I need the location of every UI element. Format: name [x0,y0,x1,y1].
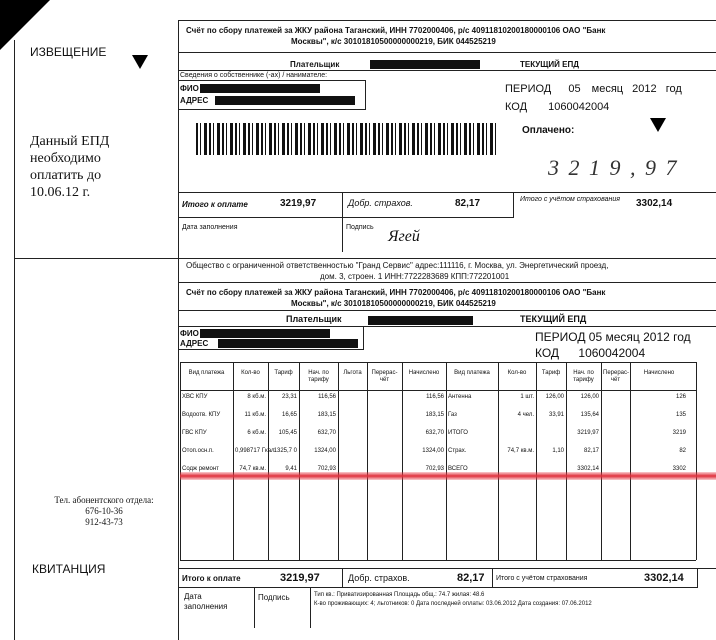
redacted-address [218,339,358,348]
arrow-down-icon [132,55,148,69]
code-value: 1060042004 [548,101,610,113]
table-cell: 126,00 [545,394,564,400]
insurance-label: Добр. страхов. [348,198,413,208]
table-cell: 1325,7 0 [273,448,297,454]
table-cell: 1324,00 [422,448,444,454]
table-cell: Газ [448,412,457,418]
line [342,192,343,218]
fio-label: ФИО [180,84,199,93]
table-header: Тариф [541,370,561,376]
table-column-line [299,362,300,560]
table-cell: Антенна [448,394,472,400]
bottom-account-line-2: Москвы", к/с 30101810500000000219, БИК 044525219 [291,299,496,308]
table-cell: 0,998717 Гкал [235,448,275,454]
table-header: Нач. по тарифу [308,370,329,383]
table-header: Начислено [408,370,440,376]
table-cell: 702,93 [425,466,444,472]
bottom-total-value: 3219,97 [280,572,320,584]
table-line [180,390,696,391]
table-cell: 1324,00 [314,448,336,454]
bottom-fio-label: ФИО [180,329,199,338]
phone-label: Тел. абонентского отдела: [54,495,154,505]
table-cell: 6 кб.м. [247,430,266,436]
barcode [196,123,496,155]
table-cell: 33,91 [548,412,564,418]
table-line [180,362,696,363]
insurance-value: 82,17 [455,198,481,209]
address-label: АДРЕС [180,96,209,105]
pay-line-3: оплатить до [30,168,102,183]
bottom-date-label-2: заполнения [184,602,228,611]
receipt-title: КВИТАНЦИЯ [32,562,106,576]
table-cell: ГВС КПУ [182,430,207,436]
total-label: Итого к оплате [182,200,248,209]
table-cell: 105,45 [278,430,297,436]
table-column-line [536,362,537,560]
table-header: Вид платежа [454,370,490,376]
bottom-note-2: К-во проживающих: 4; льготников: 0 Дата последней оплаты: 03.06.2012 Дата создания: 07.06.2012 [314,601,592,607]
table-header: Нач. по тарифу [573,370,594,383]
line [342,568,343,588]
total-value: 3219,97 [280,198,317,209]
table-cell: Страх. [448,448,467,454]
table-cell: 3302,14 [577,466,599,472]
account-line-1: Счёт по сбору платежей за ЖКУ района Таганский, ИНН 7702000406, р/с 40911810200180000106 ОАО "Банк [186,26,606,35]
bottom-current-epd: ТЕКУЩИЙ ЕПД [520,314,587,324]
table-column-line [566,362,567,560]
table-cell: 632,70 [317,430,336,436]
table-cell: 8 кб.м. [247,394,266,400]
table-cell: 632,70 [425,430,444,436]
date-label: Дата заполнения [182,224,238,231]
table-header: Кол-во [241,370,260,376]
bottom-with-insurance-value: 3302,14 [644,572,684,584]
table-cell: Отоп.осн.п. [182,448,214,454]
with-insurance-label: Итого с учётом страхования [520,196,620,203]
table-cell: ВСЕГО [448,466,468,472]
account-line-2: Москвы", к/с 30101810500000000219, БИК 044525219 [291,37,496,46]
red-highlight-line [180,472,716,480]
line [178,282,716,283]
current-epd: ТЕКУЩИЙ ЕПД [520,60,579,69]
bottom-sign-label: Подпись [258,593,290,602]
bottom-payer-label: Плательщик [286,314,342,324]
table-column-line [696,362,697,560]
signature: Ягей [388,228,420,245]
table-cell: 11 кб.м. [244,412,266,418]
bottom-insurance-value: 82,17 [457,572,485,584]
bottom-with-insurance-label: Итого с учётом страхования [496,575,588,582]
table-cell: Водоотв. КПУ [182,412,221,418]
table-cell: 3302 [672,466,686,472]
paid-label: Оплачено: [522,125,575,136]
pay-line-4: 10.06.12 г. [30,185,91,200]
with-insurance-value: 3302,14 [636,198,673,209]
table-cell: 183,15 [425,412,444,418]
table-header: Вид платежа [188,370,225,376]
table-column-line [338,362,339,560]
table-cell: 9,41 [285,466,297,472]
table-cell: 3219,97 [577,430,599,436]
line [254,588,255,628]
bottom-period: ПЕРИОД 05 месяц 2012 год [535,330,691,344]
table-cell: 74,7 кв.м. [239,466,266,472]
top-line [178,20,716,21]
corner-mark [0,0,50,50]
redacted-fio [200,84,320,93]
left-border [14,40,15,640]
table-cell: 1,10 [552,448,564,454]
pay-line-2: необходимо [30,151,101,166]
table-header: Начислено [643,370,675,376]
table-header: Льгота [343,370,362,376]
redacted-name [370,60,480,69]
table-header: Тариф [274,370,293,376]
year-value: 2012 [632,83,657,95]
table-cell: 135,64 [580,412,599,418]
payer-label: Плательщик [290,60,340,69]
table-header: Перерас-чёт [603,370,629,383]
pay-line-1: Данный ЕПД [30,134,110,149]
redacted-name [368,316,473,325]
notice-title: ИЗВЕЩЕНИЕ [30,45,107,59]
table-cell: 3219 [672,430,686,436]
bottom-note-1: Тип кв.: Приватизированная Площадь общ.: 74.7 жилая: 48.6 [314,592,485,598]
table-cell: 82 [679,448,686,454]
table-cell: 23,31 [281,394,297,400]
divider-horizontal [14,258,716,259]
table-line [180,560,696,561]
table-column-line [498,362,499,560]
bottom-insurance-label: Добр. страхов. [348,573,410,583]
table-cell: 1 шт. [520,394,534,400]
period-label: ПЕРИОД [505,83,552,95]
bottom-total-label: Итого к оплате [182,574,241,583]
bottom-date-label-1: Дата [184,592,202,601]
table-column-line [180,362,181,560]
table-cell: 183,15 [317,412,336,418]
table-cell: ХВС КПУ [182,394,208,400]
line [178,70,716,71]
table-column-line [630,362,631,560]
arrow-down-icon [650,118,666,132]
line [178,310,716,311]
redacted-fio [200,329,330,338]
table-cell: 116,56 [426,394,444,400]
period-month: 05 [568,83,581,95]
company-line-2: дом. 3, строен. 1 ИНН:7722283689 КПП:772201001 [320,272,510,281]
table-header: Кол-во [507,370,527,376]
table-cell: 16,65 [281,412,297,418]
table-cell: 126 [675,394,686,400]
bottom-totals-box [178,568,698,588]
table-column-line [446,362,447,560]
table-cell: ИТОГО [448,430,468,436]
line [492,568,493,588]
company-line-1: Общество с ограниченной ответственностью "Гранд Сервис" адрес:111116, г. Москва, ул. Энергетический проезд, [186,261,609,270]
sign-label: Подпись [346,224,374,231]
bottom-account-line-1: Счёт по сбору платежей за ЖКУ района Таганский, ИНН 7702000406, р/с 40911810200180000106 ОАО "Банк [186,288,606,297]
bottom-code-label: КОД [535,346,560,360]
table-cell: 116,56 [318,394,336,400]
table-cell: 4 чел. [517,412,534,418]
table-cell: 74,7 кв.м. [507,448,534,454]
month-label: месяц [591,83,624,95]
redacted-address [215,96,355,105]
owners-label: Сведения о собственнике (-ах) / нанимателе: [180,72,328,79]
paid-handwritten: 3 2 1 9 , 9 7 [548,155,679,180]
table-column-line [367,362,368,560]
table-column-line [268,362,269,560]
table-cell: 135 [675,412,686,418]
code-label: КОД [505,101,528,113]
line [178,52,716,53]
year-label: год [665,83,682,95]
table-column-line [402,362,403,560]
table-cell: 702,93 [317,466,336,472]
table-cell: 82,17 [583,448,599,454]
table-column-line [233,362,234,560]
bottom-code-value: 1060042004 [578,346,646,360]
table-header: Перерас-чёт [371,370,398,383]
line [342,218,343,252]
table-cell: 126,00 [580,394,599,400]
phone-1: 676-10-36 [85,506,123,516]
bottom-address-label: АДРЕС [180,339,209,348]
table-column-line [601,362,602,560]
line [310,588,311,628]
phone-2: 912-43-73 [85,517,123,527]
table-cell: Содж ремонт [182,466,219,472]
